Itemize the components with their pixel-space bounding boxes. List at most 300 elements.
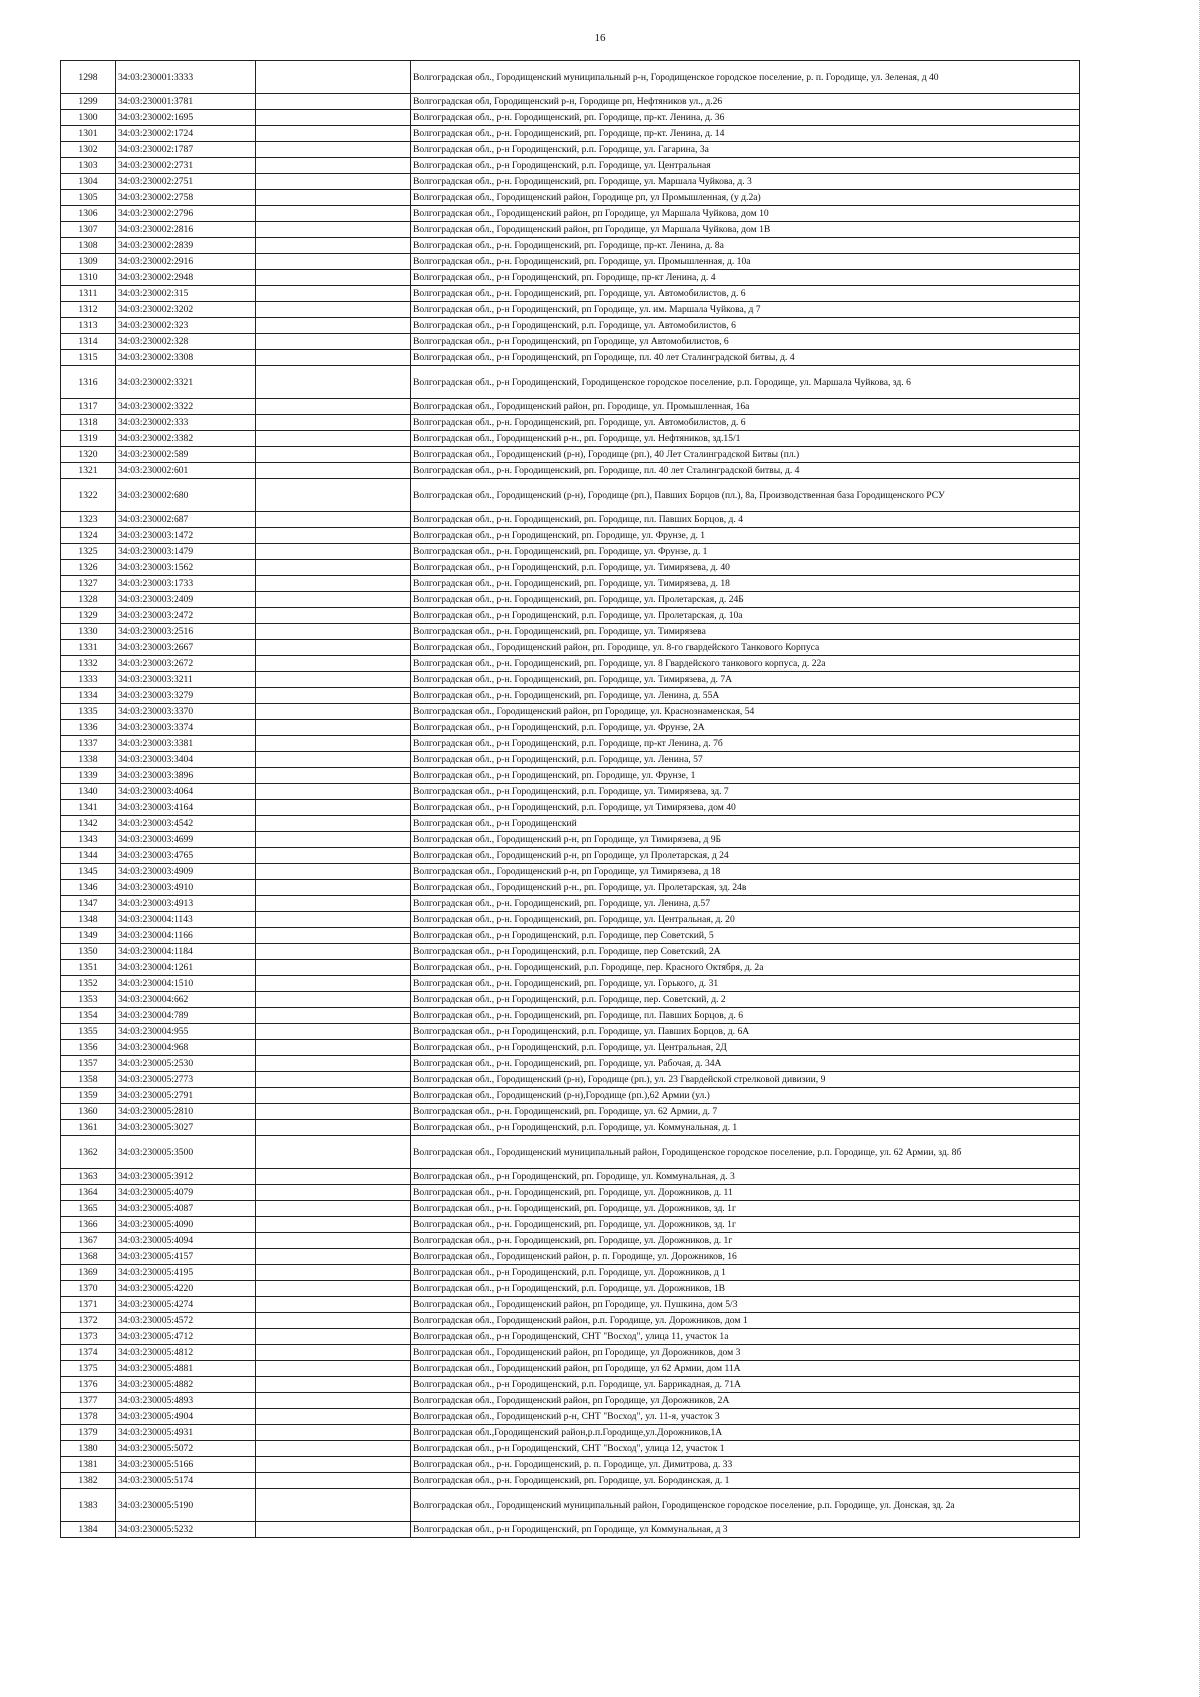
address-cell: Волгоградская обл., Городищенский р-н, рп Городище, ул Тимирязева, д 18 [411,864,1080,880]
empty-cell [256,318,411,334]
address-cell: Волгоградская обл., р-н Городищенский, р.п. Городище, ул. Дорожников, д 1 [411,1265,1080,1281]
address-cell: Волгоградская обл., р-н. Городищенский, рп. Городище, ул. Дорожников, д. 11 [411,1185,1080,1201]
cadastral-number-cell: 34:03:230002:2796 [116,206,256,222]
table-row [61,61,1080,94]
table-row [61,286,1080,302]
row-number-cell: 1354 [61,1008,116,1024]
table-row [61,656,1080,672]
empty-cell [256,286,411,302]
address-cell: Волгоградская обл., Городищенский р-н, рп Городище, ул Тимирязева, д 9Б [411,832,1080,848]
row-number-cell: 1379 [61,1425,116,1441]
cadastral-number-cell: 34:03:230005:4274 [116,1297,256,1313]
cadastral-number-cell: 34:03:230004:1510 [116,976,256,992]
empty-cell [256,190,411,206]
row-number-cell: 1316 [61,366,116,399]
table-row [61,1425,1080,1441]
table-row [61,624,1080,640]
empty-cell [256,110,411,126]
cadastral-number-cell: 34:03:230003:4765 [116,848,256,864]
cadastral-number-cell: 34:03:230003:1479 [116,544,256,560]
empty-cell [256,560,411,576]
address-cell: Волгоградская обл., р-н Городищенский, рп. Городище, пр-кт Ленина, д. 4 [411,270,1080,286]
cadastral-number-cell: 34:03:230005:5190 [116,1489,256,1522]
row-number-cell: 1383 [61,1489,116,1522]
registry-table [60,60,1080,1538]
table-row [61,1056,1080,1072]
cadastral-number-cell: 34:03:230005:4712 [116,1329,256,1345]
empty-cell [256,1008,411,1024]
row-number-cell: 1332 [61,656,116,672]
empty-cell [256,944,411,960]
address-cell: Волгоградская обл., р-н. Городищенский, р.п. Городище, пер. Красного Октября, д. 2а [411,960,1080,976]
table-row [61,1201,1080,1217]
row-number-cell: 1307 [61,222,116,238]
table-row [61,912,1080,928]
row-number-cell: 1330 [61,624,116,640]
empty-cell [256,431,411,447]
row-number-cell: 1336 [61,720,116,736]
empty-cell [256,976,411,992]
row-number-cell: 1322 [61,479,116,512]
cadastral-number-cell: 34:03:230005:5232 [116,1522,256,1538]
address-cell: Волгоградская обл., р-н Городищенский, р.п. Городище, пер Советский, 2А [411,944,1080,960]
table-row [61,1265,1080,1281]
row-number-cell: 1369 [61,1265,116,1281]
row-number-cell: 1310 [61,270,116,286]
address-cell: Волгоградская обл., Городищенский муниципальный район, Городищенское городское поселение, р.п. Городище, ул. Донская, зд. 2а [411,1489,1080,1522]
address-cell: Волгоградская обл., р-н Городищенский, р.п. Городище, ул. Автомобилистов, 6 [411,318,1080,334]
table-row [61,688,1080,704]
empty-cell [256,206,411,222]
table-row [61,1072,1080,1088]
empty-cell [256,1425,411,1441]
row-number-cell: 1328 [61,592,116,608]
row-number-cell: 1358 [61,1072,116,1088]
row-number-cell: 1355 [61,1024,116,1040]
empty-cell [256,912,411,928]
empty-cell [256,479,411,512]
empty-cell [256,992,411,1008]
cadastral-number-cell: 34:03:230002:1695 [116,110,256,126]
row-number-cell: 1303 [61,158,116,174]
cadastral-number-cell: 34:03:230005:4904 [116,1409,256,1425]
cadastral-number-cell: 34:03:230002:3382 [116,431,256,447]
address-cell: Волгоградская обл., р-н. Городищенский, рп. Городище, пр-кт. Ленина, д. 14 [411,126,1080,142]
row-number-cell: 1340 [61,784,116,800]
row-number-cell: 1384 [61,1522,116,1538]
cadastral-number-cell: 34:03:230002:680 [116,479,256,512]
address-cell: Волгоградская обл., р-н. Городищенский, рп. Городище, ул. Ленина, д. 55А [411,688,1080,704]
cadastral-number-cell: 34:03:230003:2472 [116,608,256,624]
row-number-cell: 1300 [61,110,116,126]
empty-cell [256,1297,411,1313]
table-row [61,142,1080,158]
table-row [61,576,1080,592]
row-number-cell: 1324 [61,528,116,544]
row-number-cell: 1315 [61,350,116,366]
cadastral-number-cell: 34:03:230005:2810 [116,1104,256,1120]
table-row [61,1377,1080,1393]
empty-cell [256,1313,411,1329]
row-number-cell: 1301 [61,126,116,142]
address-cell: Волгоградская обл., р-н. Городищенский, рп. Городище, ул. Пролетарская, д. 24Б [411,592,1080,608]
row-number-cell: 1373 [61,1329,116,1345]
empty-cell [256,752,411,768]
cadastral-number-cell: 34:03:230003:3404 [116,752,256,768]
table-row [61,1473,1080,1489]
empty-cell [256,1201,411,1217]
empty-cell [256,1185,411,1201]
table-row [61,110,1080,126]
row-number-cell: 1350 [61,944,116,960]
row-number-cell: 1342 [61,816,116,832]
table-row [61,334,1080,350]
empty-cell [256,704,411,720]
empty-cell [256,528,411,544]
address-cell: Волгоградская обл., р-н. Городищенский, рп. Городище, ул. Фрунзе, д. 1 [411,544,1080,560]
row-number-cell: 1356 [61,1040,116,1056]
address-cell: Волгоградская обл., Городищенский район, рп Городище, ул Маршала Чуйкова, дом 10 [411,206,1080,222]
table-row [61,672,1080,688]
address-cell: Волгоградская обл., Городищенский муниципальный район, Городищенское городское поселение, р.п. Городище, ул. 62 Армии, зд. 8б [411,1136,1080,1169]
empty-cell [256,350,411,366]
cadastral-number-cell: 34:03:230002:323 [116,318,256,334]
table-row [61,1409,1080,1425]
table-row [61,768,1080,784]
empty-cell [256,1217,411,1233]
cadastral-number-cell: 34:03:230003:1472 [116,528,256,544]
cadastral-number-cell: 34:03:230003:2516 [116,624,256,640]
empty-cell [256,1104,411,1120]
address-cell: Волгоградская обл., р-н Городищенский, р.п. Городище, ул. Ленина, 57 [411,752,1080,768]
row-number-cell: 1334 [61,688,116,704]
row-number-cell: 1368 [61,1249,116,1265]
row-number-cell: 1365 [61,1201,116,1217]
address-cell: Волгоградская обл., Городищенский район, Городище рп, ул Промышленная, (у д.2а) [411,190,1080,206]
cadastral-number-cell: 34:03:230003:4164 [116,800,256,816]
table-row [61,928,1080,944]
empty-cell [256,1233,411,1249]
table-row [61,415,1080,431]
empty-cell [256,816,411,832]
address-cell: Волгоградская обл., р-н. Городищенский, рп. Городище, ул. 62 Армии, д. 7 [411,1104,1080,1120]
address-cell: Волгоградская обл., р-н. Городищенский, рп. Городище, ул. Дорожников, зд. 1г [411,1217,1080,1233]
empty-cell [256,1040,411,1056]
address-cell: Волгоградская обл., р-н. Городищенский, рп. Городище, пр-кт. Ленина, д. 36 [411,110,1080,126]
table-row [61,1233,1080,1249]
address-cell: Волгоградская обл., Городищенский район, рп Городище, ул Дорожников, дом 3 [411,1345,1080,1361]
row-number-cell: 1319 [61,431,116,447]
address-cell: Волгоградская обл., р-н Городищенский, р.п. Городище, ул. Баррикадная, д. 71А [411,1377,1080,1393]
page-number: 16 [594,32,606,44]
cadastral-number-cell: 34:03:230002:3321 [116,366,256,399]
empty-cell [256,1169,411,1185]
cadastral-number-cell: 34:03:230005:4931 [116,1425,256,1441]
empty-cell [256,142,411,158]
table-row [61,366,1080,399]
address-cell: Волгоградская обл., Городищенский р-н, рп Городище, ул Пролетарская, д 24 [411,848,1080,864]
table-row [61,206,1080,222]
address-cell: Волгоградская обл., р-н. Городищенский, рп. Городище, ул. 8 Гвардейского танкового корпуса, д. 22а [411,656,1080,672]
row-number-cell: 1353 [61,992,116,1008]
cadastral-number-cell: 34:03:230002:2839 [116,238,256,254]
address-cell: Волгоградская обл., Городищенский р-н., рп. Городище, ул. Пролетарская, зд. 24в [411,880,1080,896]
cadastral-number-cell: 34:03:230005:2773 [116,1072,256,1088]
table-row [61,1040,1080,1056]
cadastral-number-cell: 34:03:230005:3027 [116,1120,256,1136]
address-cell: Волгоградская обл., р-н. Городищенский, рп. Городище, пл. Павших Борцов, д. 4 [411,512,1080,528]
address-cell: Волгоградская обл., р-н. Городищенский, рп. Городище, ул. Горького, д. 31 [411,976,1080,992]
address-cell: Волгоградская обл., р-н Городищенский, СНТ "Восход", улица 12, участок 1 [411,1441,1080,1457]
address-cell: Волгоградская обл., р-н. Городищенский, рп. Городище, ул. Дорожников, зд. 1г [411,1201,1080,1217]
empty-cell [256,656,411,672]
address-cell: Волгоградская обл., р-н. Городищенский, рп. Городище, ул. Рабочая, д. 34А [411,1056,1080,1072]
address-cell: Волгоградская обл., р-н Городищенский, р.п. Городище, пер. Советский, д. 2 [411,992,1080,1008]
empty-cell [256,1329,411,1345]
cadastral-number-cell: 34:03:230002:2751 [116,174,256,190]
empty-cell [256,640,411,656]
row-number-cell: 1362 [61,1136,116,1169]
empty-cell [256,1265,411,1281]
cadastral-number-cell: 34:03:230001:3781 [116,94,256,110]
cadastral-number-cell: 34:03:230002:333 [116,415,256,431]
empty-cell [256,672,411,688]
empty-cell [256,61,411,94]
empty-cell [256,1473,411,1489]
table-row [61,1169,1080,1185]
empty-cell [256,1056,411,1072]
address-cell: Волгоградская обл., р-н. Городищенский, рп. Городище, ул. Дорожников, д. 1г [411,1233,1080,1249]
row-number-cell: 1349 [61,928,116,944]
address-cell: Волгоградская обл., р-н Городищенский, рп Городище, ул Коммунальная, д 3 [411,1522,1080,1538]
empty-cell [256,768,411,784]
address-cell: Волгоградская обл., Городищенский район, рп Городище, ул 62 Армии, дом 11А [411,1361,1080,1377]
address-cell: Волгоградская обл., р-н Городищенский, Городищенское городское поселение, р.п. Городище, ул. Маршала Чуйкова, зд. 6 [411,366,1080,399]
empty-cell [256,864,411,880]
cadastral-number-cell: 34:03:230002:2758 [116,190,256,206]
table-row [61,1008,1080,1024]
address-cell: Волгоградская обл., Городищенский (р-н), Городище (рп.), Павших Борцов (пл.), 8а, Производственная база Городищенского РСУ [411,479,1080,512]
address-cell: Волгоградская обл., р-н. Городищенский, рп. Городище, ул. Автомобилистов, д. 6 [411,286,1080,302]
address-cell: Волгоградская обл., р-н Городищенский, р.п. Городище, ул. Тимирязева, зд. 7 [411,784,1080,800]
address-cell: Волгоградская обл., р-н. Городищенский, рп. Городище, ул. Автомобилистов, д. 6 [411,415,1080,431]
empty-cell [256,1120,411,1136]
cadastral-number-cell: 34:03:230004:662 [116,992,256,1008]
cadastral-number-cell: 34:03:230005:4087 [116,1201,256,1217]
cadastral-number-cell: 34:03:230005:4157 [116,1249,256,1265]
table-row [61,1088,1080,1104]
table-row [61,640,1080,656]
table-row [61,960,1080,976]
table-row [61,302,1080,318]
row-number-cell: 1360 [61,1104,116,1120]
row-number-cell: 1321 [61,463,116,479]
row-number-cell: 1338 [61,752,116,768]
cadastral-number-cell: 34:03:230003:4064 [116,784,256,800]
address-cell: Волгоградская обл., р-н Городищенский, рп. Городище, ул. Фрунзе, 1 [411,768,1080,784]
cadastral-number-cell: 34:03:230005:4572 [116,1313,256,1329]
address-cell: Волгоградская обл., р-н. Городищенский, рп. Городище, ул. Ленина, д.57 [411,896,1080,912]
row-number-cell: 1329 [61,608,116,624]
address-cell: Волгоградская обл., р-н. Городищенский, р. п. Городище, ул. Димитрова, д. 33 [411,1457,1080,1473]
row-number-cell: 1298 [61,61,116,94]
empty-cell [256,158,411,174]
row-number-cell: 1344 [61,848,116,864]
address-cell: Волгоградская обл., р-н Городищенский, р.п. Городище, ул. Павших Борцов, д. 6А [411,1024,1080,1040]
table-row [61,992,1080,1008]
cadastral-number-cell: 34:03:230003:4909 [116,864,256,880]
empty-cell [256,544,411,560]
cadastral-number-cell: 34:03:230005:4220 [116,1281,256,1297]
cadastral-number-cell: 34:03:230005:4881 [116,1361,256,1377]
empty-cell [256,960,411,976]
cadastral-number-cell: 34:03:230002:2816 [116,222,256,238]
table-row [61,1522,1080,1538]
row-number-cell: 1346 [61,880,116,896]
row-number-cell: 1351 [61,960,116,976]
table-row [61,431,1080,447]
empty-cell [256,800,411,816]
address-cell: Волгоградская обл., Городищенский р-н, СНТ "Восход", ул. 11-я, участок 3 [411,1409,1080,1425]
empty-cell [256,592,411,608]
address-cell: Волгоградская обл., р-н. Городищенский, рп. Городище, пр-кт. Ленина, д. 8а [411,238,1080,254]
row-number-cell: 1325 [61,544,116,560]
table-row [61,1329,1080,1345]
cadastral-number-cell: 34:03:230002:3202 [116,302,256,318]
row-number-cell: 1327 [61,576,116,592]
cadastral-number-cell: 34:03:230003:2409 [116,592,256,608]
row-number-cell: 1374 [61,1345,116,1361]
address-cell: Волгоградская обл., р-н. Городищенский, рп. Городище, ул. Бородинская, д. 1 [411,1473,1080,1489]
cadastral-number-cell: 34:03:230002:2948 [116,270,256,286]
empty-cell [256,880,411,896]
row-number-cell: 1366 [61,1217,116,1233]
cadastral-number-cell: 34:03:230005:4090 [116,1217,256,1233]
empty-cell [256,896,411,912]
address-cell: Волгоградская обл., Городищенский р-н., рп. Городище, ул. Нефтяников, зд.15/1 [411,431,1080,447]
address-cell: Волгоградская обл., р-н Городищенский, р.п. Городище, ул. Коммунальная, д. 1 [411,1120,1080,1136]
cadastral-number-cell: 34:03:230002:589 [116,447,256,463]
table-row [61,784,1080,800]
cadastral-number-cell: 34:03:230002:3322 [116,399,256,415]
cadastral-number-cell: 34:03:230002:2731 [116,158,256,174]
row-number-cell: 1361 [61,1120,116,1136]
address-cell: Волгоградская обл., Городищенский район, рп Городище, ул Маршала Чуйкова, дом 1В [411,222,1080,238]
table-row [61,1281,1080,1297]
row-number-cell: 1314 [61,334,116,350]
row-number-cell: 1370 [61,1281,116,1297]
table-row [61,222,1080,238]
row-number-cell: 1308 [61,238,116,254]
table-row [61,126,1080,142]
empty-cell [256,784,411,800]
table-row [61,238,1080,254]
address-cell: Волгоградская обл., р-н Городищенский, рп Городище, ул Автомобилистов, 6 [411,334,1080,350]
row-number-cell: 1318 [61,415,116,431]
table-row [61,848,1080,864]
row-number-cell: 1302 [61,142,116,158]
address-cell: Волгоградская обл.,Городищенский район,р.п.Городище,ул.Дорожников,1А [411,1425,1080,1441]
cadastral-number-cell: 34:03:230003:2672 [116,656,256,672]
cadastral-number-cell: 34:03:230005:4195 [116,1265,256,1281]
table-row [61,816,1080,832]
empty-cell [256,608,411,624]
address-cell: Волгоградская обл., р-н Городищенский, р.п. Городище, ул Тимирязева, дом 40 [411,800,1080,816]
table-row [61,318,1080,334]
empty-cell [256,1136,411,1169]
table-row [61,270,1080,286]
row-number-cell: 1371 [61,1297,116,1313]
table-row [61,1345,1080,1361]
empty-cell [256,254,411,270]
cadastral-number-cell: 34:03:230005:5072 [116,1441,256,1457]
table-row [61,944,1080,960]
address-cell: Волгоградская обл., р-н. Городищенский, рп. Городище, пл. Павших Борцов, д. 6 [411,1008,1080,1024]
cadastral-number-cell: 34:03:230004:789 [116,1008,256,1024]
empty-cell [256,1088,411,1104]
address-cell: Волгоградская обл, Городищенский р-н, Городище рп, Нефтяников ул., д.26 [411,94,1080,110]
cadastral-number-cell: 34:03:230004:1166 [116,928,256,944]
cadastral-number-cell: 34:03:230004:968 [116,1040,256,1056]
row-number-cell: 1375 [61,1361,116,1377]
table-row [61,399,1080,415]
address-cell: Волгоградская обл., Городищенский район, рп Городище, ул. Пушкина, дом 5/3 [411,1297,1080,1313]
cadastral-number-cell: 34:03:230005:5166 [116,1457,256,1473]
empty-cell [256,688,411,704]
empty-cell [256,1377,411,1393]
empty-cell [256,624,411,640]
row-number-cell: 1345 [61,864,116,880]
cadastral-number-cell: 34:03:230003:2667 [116,640,256,656]
empty-cell [256,1393,411,1409]
address-cell: Волгоградская обл., р-н. Городищенский, рп. Городище, ул. Тимирязева, д. 18 [411,576,1080,592]
row-number-cell: 1313 [61,318,116,334]
table-row [61,752,1080,768]
table-row [61,1024,1080,1040]
table-row [61,528,1080,544]
cadastral-number-cell: 34:03:230003:3381 [116,736,256,752]
row-number-cell: 1352 [61,976,116,992]
address-cell: Волгоградская обл., р-н Городищенский [411,816,1080,832]
row-number-cell: 1311 [61,286,116,302]
table-row [61,832,1080,848]
cadastral-number-cell: 34:03:230001:3333 [116,61,256,94]
row-number-cell: 1364 [61,1185,116,1201]
empty-cell [256,1489,411,1522]
cadastral-number-cell: 34:03:230005:5174 [116,1473,256,1489]
cadastral-number-cell: 34:03:230004:1261 [116,960,256,976]
row-number-cell: 1339 [61,768,116,784]
table-row [61,1249,1080,1265]
row-number-cell: 1359 [61,1088,116,1104]
row-number-cell: 1335 [61,704,116,720]
empty-cell [256,1409,411,1425]
row-number-cell: 1376 [61,1377,116,1393]
empty-cell [256,736,411,752]
table-row [61,864,1080,880]
cadastral-number-cell: 34:03:230005:4882 [116,1377,256,1393]
address-cell: Волгоградская обл., Городищенский район, рп. Городище, ул. Промышленная, 16а [411,399,1080,415]
table-row [61,1136,1080,1169]
cadastral-number-cell: 34:03:230002:1787 [116,142,256,158]
table-row [61,1457,1080,1473]
address-cell: Волгоградская обл., Городищенский (р-н),Городище (рп.),62 Армии (ул.) [411,1088,1080,1104]
cadastral-number-cell: 34:03:230002:601 [116,463,256,479]
cadastral-number-cell: 34:03:230002:3308 [116,350,256,366]
row-number-cell: 1382 [61,1473,116,1489]
table-row [61,544,1080,560]
table-row [61,447,1080,463]
